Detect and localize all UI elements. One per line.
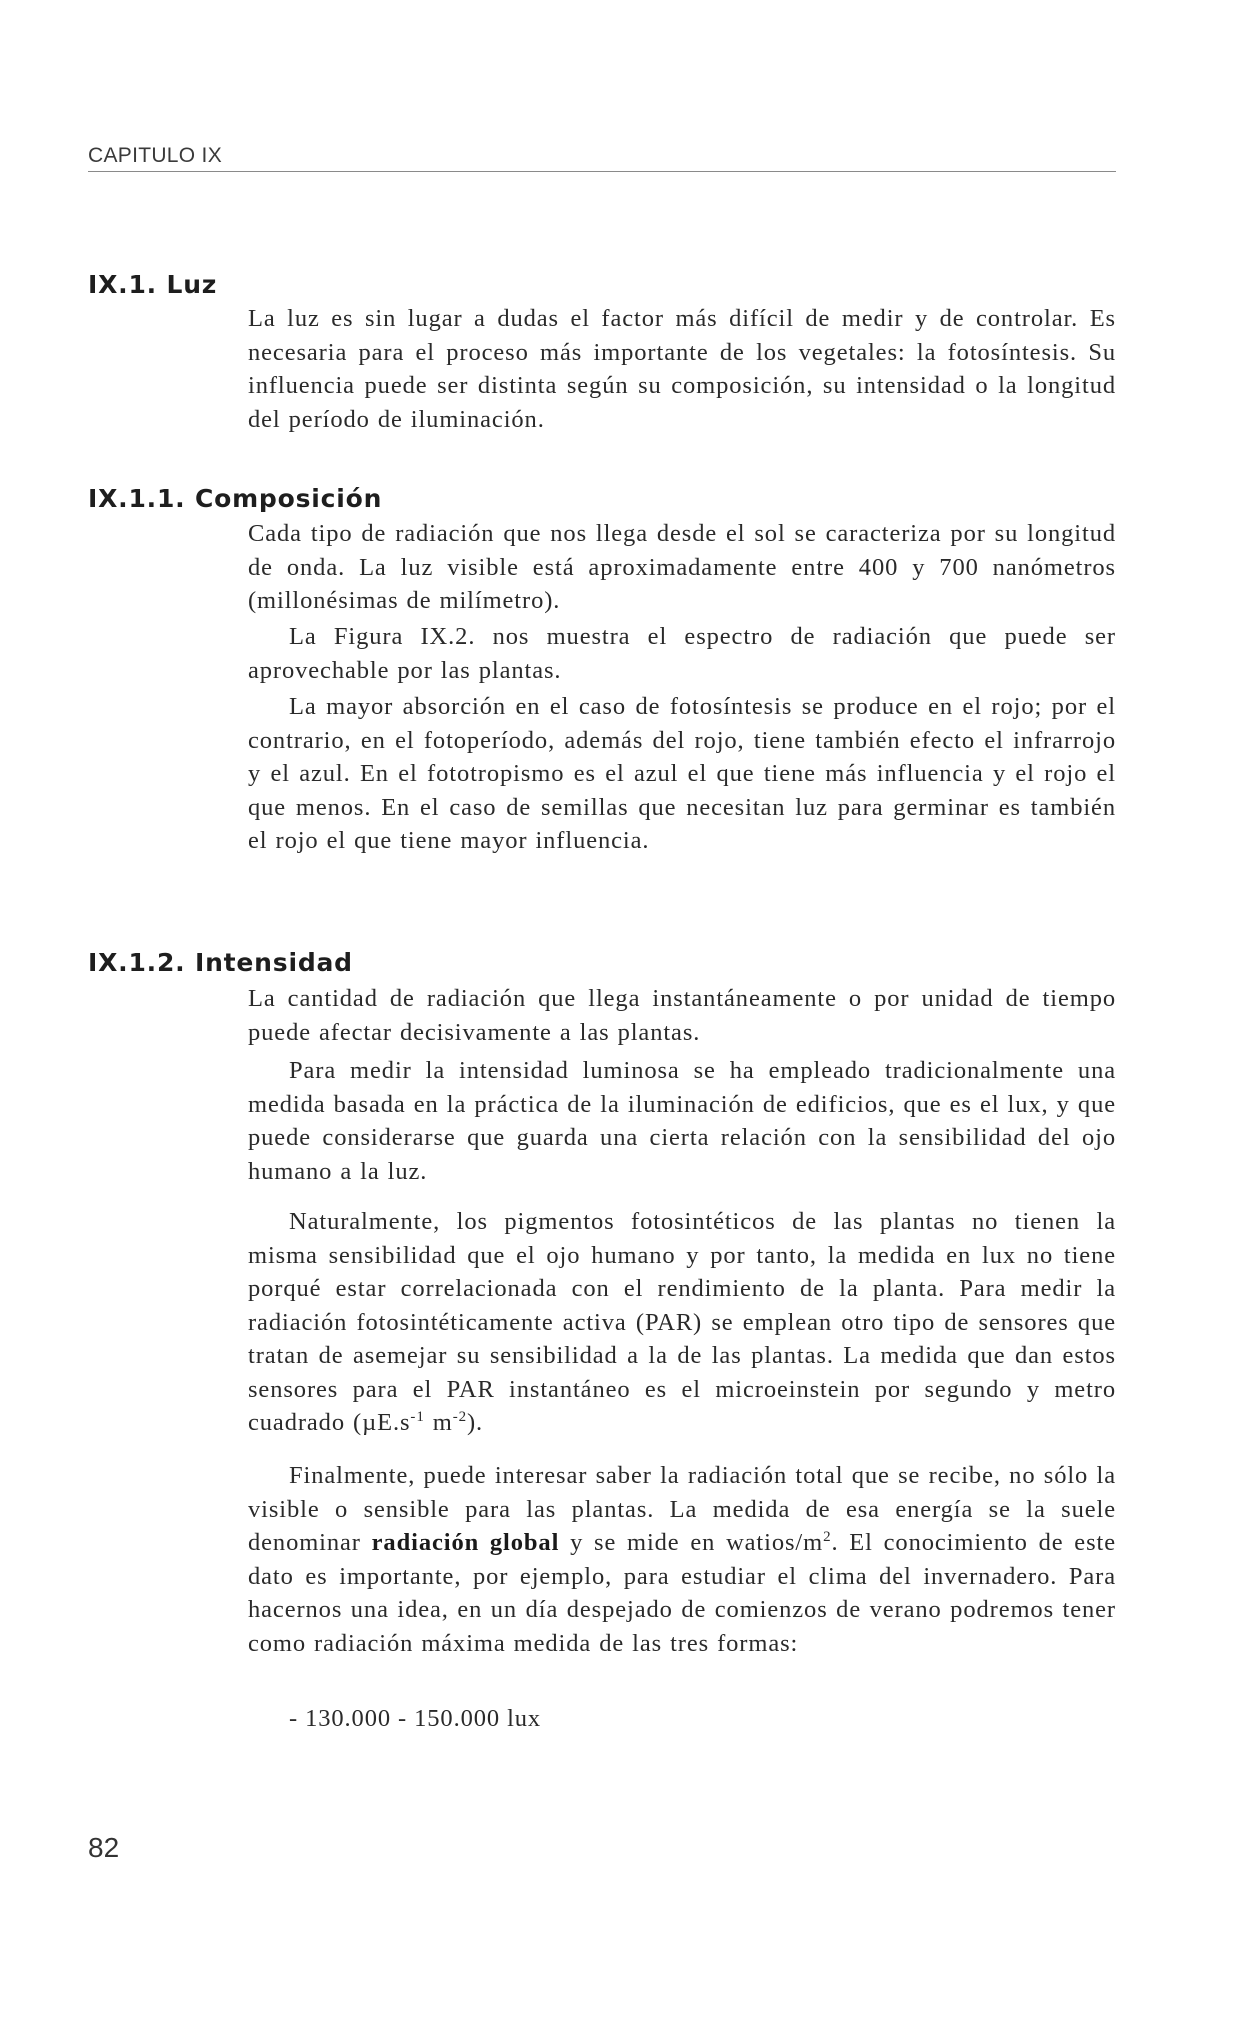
paragraph-intensidad-3 [248,1205,1116,1440]
paragraph-composicion-2: La Figura IX.2. nos muestra el espectro de radiación que puede ser aprovechable por las plantas. [248,623,1116,684]
header-rule [88,171,1116,172]
unit-meter: m [424,1409,453,1436]
paragraph-intensidad-4 [248,1459,1116,1660]
section-heading-composicion: IX.1.1. Composición [88,484,383,513]
section-heading-intensidad: IX.1.2. Intensidad [88,948,353,977]
paragraph-composicion-1: Cada tipo de radiación que nos llega desde el sol se caracteriza por su longitud de onda. La luz visible está aproximadamente entre 400 y 700 nanómetros (millonésimas de milímetro). [248,520,1116,614]
running-head: CAPITULO IX [88,144,222,167]
global-radiation-term: radiación global [371,1529,560,1556]
global-radiation-unit: y se mide en watios/m [559,1529,824,1556]
par-paragraph-text: Naturalmente, los pigmentos fotosintéticos de las plantas no tienen la misma sensibilidad que el ojo humano y por tanto, la medida en lux no tiene porqué estar correlacionada con el rendimiento de la planta. Para medir la radiación fotosintéticamente activa (PAR) se emplean otro tipo de sensores que tratan de asemejar su sensibilidad a la de las plantas. La medida que dan estos sensores para el PAR instantáneo es el microeinstein por segundo y metro cuadrado ( [248,1208,1116,1436]
global-radiation-intro: Finalmente, puede interesar saber la radiación total que se recibe, no sólo la visible o sensible para las plantas. La medida de esa energía se la suele denominar [248,1462,1116,1556]
unit-microeinstein: µE.s [362,1409,411,1436]
unit-exponent-m: -2 [452,1408,467,1425]
global-radiation-text: . El conocimiento de este dato es importante, por ejemplo, para estudiar el clima del invernadero. Para hacernos una idea, en un día despejado de comienzos de verano podremos tener como radiación máxima medida de las tres formas: [248,1529,1116,1657]
global-radiation-exponent: 2 [823,1528,832,1545]
paragraph-luz-1: La luz es sin lugar a dudas el factor más difícil de medir y de controlar. Es necesaria para el proceso más importante de los vegetales: la fotosíntesis. Su influencia puede ser distinta según su composición, su intensidad o la longitud del período de iluminación. [248,305,1116,433]
paragraph-intensidad-2: Para medir la intensidad luminosa se ha empleado tradicionalmente una medida basada en la práctica de la iluminación de edificios, que es el lux, y que puede considerarse que guarda una cierta relación con la sensibilidad del ojo humano a la luz. [248,1057,1116,1185]
list-item-lux: - 130.000 - 150.000 lux [289,1705,542,1732]
paragraph-composicion-3: La mayor absorción en el caso de fotosíntesis se produce en el rojo; por el contrario, en el fotoperíodo, además del rojo, tiene también efecto el infrarrojo y el azul. En el fototropismo es el azul el que tiene más influencia y el rojo el que menos. En el caso de semillas que necesitan luz para germinar es también el rojo el que tiene mayor influencia. [248,693,1116,854]
page-number: 82 [88,1832,120,1863]
unit-close: ). [467,1409,484,1436]
unit-exponent-s: -1 [410,1408,425,1425]
section-heading-luz: IX.1. Luz [88,270,218,299]
paragraph-intensidad-1: La cantidad de radiación que llega instantáneamente o por unidad de tiempo puede afectar decisivamente a las plantas. [248,985,1116,1046]
